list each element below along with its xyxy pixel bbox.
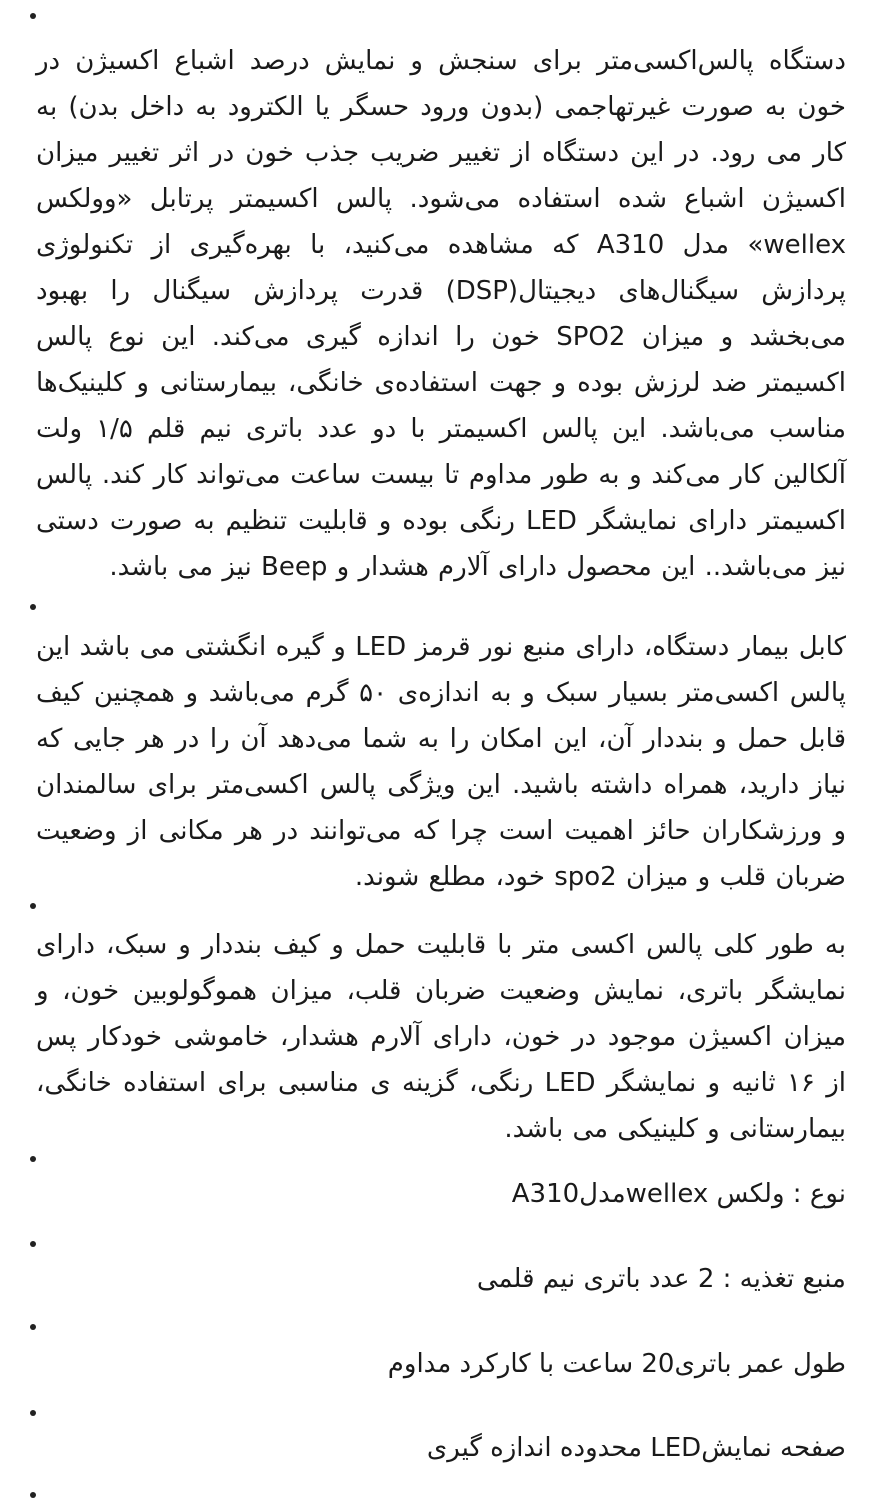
list-bullet bbox=[30, 1241, 36, 1247]
spec-display: صفحه نمایشLED محدوده اندازه گیری bbox=[426, 1433, 846, 1463]
list-bullet bbox=[30, 1156, 36, 1162]
spec-power-supply: منبع تغذیه : 2 عدد باتری نیم قلمی bbox=[476, 1264, 846, 1294]
list-bullet bbox=[30, 1492, 36, 1498]
intro-paragraph: دستگاه پالس‌اکسی‌متر برای سنجش و نمایش درصد اشباع اکسیژن در خون به صورت غیرتهاجمی (بدون ورود حسگر یا الکترود به داخل بدن) به کار می رود. در این دستگاه از تغییر ضریب جذب خون در اثر تغییر میزان اکسیژن اشباع شده استفاده می‌شود. پالس اکسیمتر پرتابل «وولکس wellex» مدل A310 که مشاهده می‌کنید، با بهره‌گیری از تکنولوژی پردازش سیگنال‌های دیجیتال(DSP) قدرت پردازش سیگنال را بهبود می‌بخشد و میزان SPO2 خون را اندازه گیری می‌کند. این نوع پالس اکسیمتر ضد لرزش بوده و جهت استفاده‌ی خانگی، بیمارستانی و کلینیک‌ها مناسب می‌باشد. این پالس اکسیمتر با دو عدد باتری نیم قلم ۱/۵ ولت آلکالین کار می‌کند و به طور مداوم تا بیست ساعت می‌تواند کار کند. پالس اکسیمتر دارای نمایشگر LED رنگی بوده و قابلیت تنظیم به صورت دستی نیز می‌باشد.. این محصول دارای آلارم هشدار و Beep نیز می باشد. bbox=[36, 46, 847, 582]
spec-type: نوع : ولکس wellexمدلA310 bbox=[511, 1179, 846, 1209]
cable-paragraph: کابل بیمار دستگاه، دارای منبع نور قرمز LED و گیره انگشتی می باشد این پالس اکسی‌متر بسیار سبک و به اندازه‌ی ۵۰ گرم می‌باشد و همچنین کیف قابل حمل و بنددار آن، این امکان را به شما می‌دهد آن را در هر جایی که نیاز دارید، همراه داشته باشید. این ویژگی پالس اکسی‌متر برای سالمندان و ورزشکاران حائز اهمیت است چرا که می‌توانند در هر مکانی از وضعیت ضربان قلب و میزان spo2 خود، مطلع شوند. bbox=[36, 632, 846, 892]
spec-battery-life: طول عمر باتری20 ساعت با کارکرد مداوم bbox=[387, 1349, 846, 1379]
list-bullet bbox=[30, 903, 36, 909]
list-bullet bbox=[30, 13, 36, 19]
list-bullet bbox=[30, 1410, 36, 1416]
list-bullet bbox=[30, 1324, 36, 1330]
summary-paragraph: به طور کلی پالس اکسی متر با قابلیت حمل و کیف بنددار و سبک، دارای نمایشگر باتری، نمایش وضعیت ضربان قلب، میزان هموگولوبین خون، و میزان اکسیژن موجود در خون، دارای آلارم هشدار، خاموشی خودکار پس از ۱۶ ثانیه و نمایشگر LED رنگی، گزینه ی مناسبی برای استفاده خانگی، بیمارستانی و کلینیکی می باشد. bbox=[36, 930, 847, 1144]
list-bullet bbox=[30, 604, 36, 610]
